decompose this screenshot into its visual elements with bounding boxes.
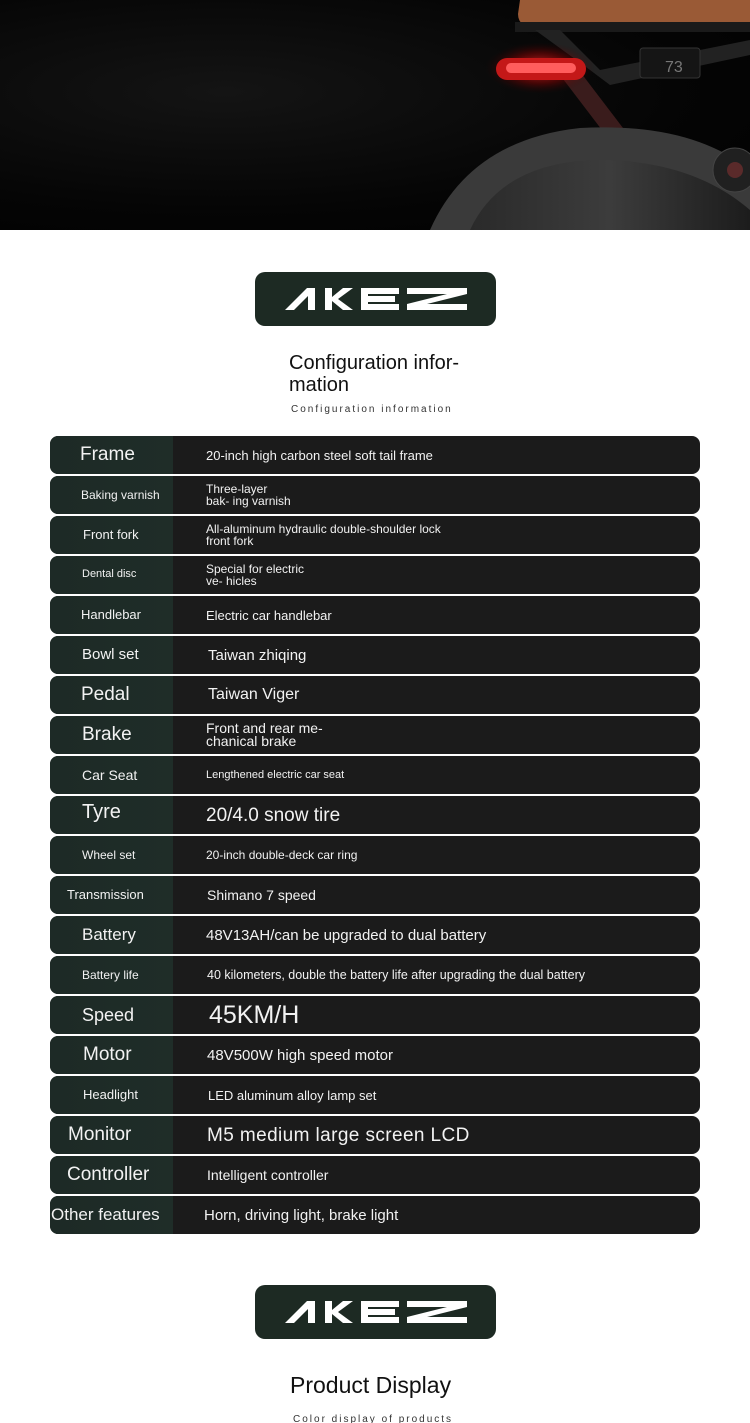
spec-label: Handlebar xyxy=(50,596,173,634)
spec-value: Intelligent controller xyxy=(207,1167,329,1183)
spec-row-headlight xyxy=(50,1076,700,1114)
bike-rear-illustration xyxy=(0,0,750,230)
spec-value: Electric car handlebar xyxy=(206,607,332,623)
spec-value: Front and rear me- chanical brake xyxy=(206,719,323,749)
spec-label: Speed xyxy=(50,996,173,1034)
spec-row-handlebar xyxy=(50,596,700,634)
spec-label: Tyre xyxy=(50,796,173,834)
spec-value: LED aluminum alloy lamp set xyxy=(208,1087,377,1103)
spec-row-wheel-set xyxy=(50,836,700,874)
spec-value: Three-layer bak- ing varnish xyxy=(206,482,291,508)
config-title: Configuration infor- mation xyxy=(289,352,460,396)
spec-row-speed xyxy=(50,996,700,1034)
spec-value: Taiwan zhiqing xyxy=(208,646,307,664)
spec-row-controller xyxy=(50,1156,700,1194)
spec-value: Special for electric ve- hicles xyxy=(206,562,305,588)
spec-label: Car Seat xyxy=(50,756,173,794)
spec-row-other-features xyxy=(50,1196,700,1234)
spec-label: Battery xyxy=(50,916,173,954)
spec-row-pedal xyxy=(50,676,700,714)
spec-table xyxy=(50,436,700,1236)
spec-label: Headlight xyxy=(50,1076,173,1114)
plate-number: 73 xyxy=(665,59,683,76)
spec-value: Shimano 7 speed xyxy=(207,887,316,903)
product-display-title: Product Display xyxy=(290,1372,452,1398)
akez-logo-icon xyxy=(281,1297,471,1327)
spec-label: Transmission xyxy=(50,876,173,914)
spec-row-dental-disc xyxy=(50,556,700,594)
spec-label: Bowl set xyxy=(50,636,173,674)
brand-logo-badge-bottom xyxy=(255,1285,496,1339)
spec-label: Frame xyxy=(50,436,173,474)
spec-row-bowl-set xyxy=(50,636,700,674)
spec-row-baking-varnish xyxy=(50,476,700,514)
hero-bike-photo xyxy=(0,0,750,230)
spec-label: Dental disc xyxy=(50,556,173,594)
spec-value: 20-inch double-deck car ring xyxy=(206,848,358,862)
spec-value: 45KM/H xyxy=(209,1000,300,1029)
spec-label: Pedal xyxy=(50,676,173,714)
spec-row-tyre xyxy=(50,796,700,834)
config-subtitle: Configuration information xyxy=(291,404,453,415)
spec-value: 48V500W high speed motor xyxy=(207,1046,393,1064)
spec-label: Front fork xyxy=(50,516,173,554)
spec-value: 48V13AH/can be upgraded to dual battery xyxy=(206,926,487,944)
spec-row-car-seat xyxy=(50,756,700,794)
spec-row-brake xyxy=(50,716,700,754)
spec-value: 20-inch high carbon steel soft tail frame xyxy=(206,447,433,463)
spec-row-motor xyxy=(50,1036,700,1074)
spec-label: Battery life xyxy=(50,956,173,994)
spec-label: Baking varnish xyxy=(50,476,173,514)
spec-row-transmission xyxy=(50,876,700,914)
spec-label: Wheel set xyxy=(50,836,173,874)
akez-logo-icon xyxy=(281,284,471,314)
spec-value: 20/4.0 snow tire xyxy=(206,804,341,826)
spec-value: All-aluminum hydraulic double-shoulder lock front fork xyxy=(206,522,441,548)
spec-value: Horn, driving light, brake light xyxy=(204,1206,399,1224)
spec-value: M5 medium large screen LCD xyxy=(207,1124,470,1146)
spec-row-frame xyxy=(50,436,700,474)
spec-label: Other features xyxy=(50,1196,173,1234)
product-display-subtitle: Color display of products xyxy=(293,1414,454,1423)
spec-value: Taiwan Viger xyxy=(208,686,300,703)
spec-row-front-fork xyxy=(50,516,700,554)
spec-row-monitor xyxy=(50,1116,700,1154)
brand-logo-badge xyxy=(255,272,496,326)
spec-label: Motor xyxy=(50,1036,173,1074)
spec-value: 40 kilometers, double the battery life after upgrading the dual battery xyxy=(207,967,586,982)
spec-row-battery xyxy=(50,916,700,954)
spec-label: Brake xyxy=(50,716,173,754)
spec-row-battery-life xyxy=(50,956,700,994)
spec-label: Monitor xyxy=(50,1116,173,1154)
spec-label: Controller xyxy=(50,1156,173,1194)
spec-value: Lengthened electric car seat xyxy=(206,768,345,781)
